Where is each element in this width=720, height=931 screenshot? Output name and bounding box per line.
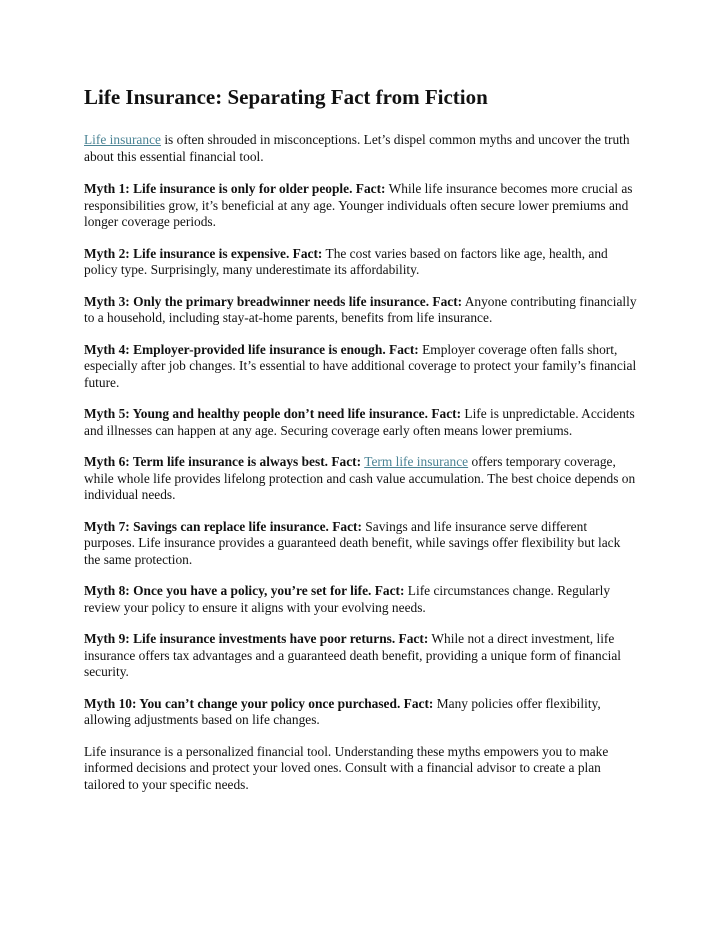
myth-heading: Myth 9: Life insurance investments have poor returns. Fact: xyxy=(84,631,429,646)
myth-text: Employer coverage often falls short, especially after job changes. It’s essential to have additional coverage to protect your family’s financial future. xyxy=(84,341,637,390)
intro-text: is often shrouded in misconceptions. Let’s dispel common myths and uncover the truth about this essential financial tool. xyxy=(84,132,630,164)
myth-paragraph xyxy=(84,454,638,504)
myth-text: Many policies offer flexibility, allowing adjustments based on life changes. xyxy=(84,695,601,727)
myth-paragraph xyxy=(84,583,638,616)
myth-paragraph xyxy=(84,342,638,392)
myth-heading: Myth 5: Young and healthy people don’t need life insurance. Fact: xyxy=(84,406,462,421)
myth-text: While not a direct investment, life insurance offers tax advantages and a guaranteed death benefit, providing a unique form of financial security. xyxy=(84,631,622,679)
myth-heading: Myth 7: Savings can replace life insurance. Fact: xyxy=(84,518,362,534)
myth-paragraph xyxy=(84,246,638,279)
myth-text: Savings and life insurance serve different purposes. Life insurance provides a guaranteed death benefit, while savings offer flexibility but lack the same protection. xyxy=(84,518,621,567)
myth-text: offers temporary coverage, while whole life provides lifelong protection and cash value accumulation. The best choice depends on individual needs. xyxy=(84,454,636,502)
myth-heading: Myth 10: You can’t change your policy once purchased. Fact: xyxy=(84,695,434,711)
myth-text: Anyone contributing financially to a household, including stay-at-home parents, benefits from life insurance. xyxy=(84,293,637,325)
myth-paragraph xyxy=(84,181,638,231)
intro-paragraph xyxy=(84,132,638,165)
myth-text: Life is unpredictable. Accidents and illnesses can happen at any age. Securing coverage early often means lower premiums. xyxy=(84,406,635,438)
myth-paragraph xyxy=(84,294,638,327)
page-title: Life Insurance: Separating Fact from Fiction xyxy=(84,85,488,109)
myth-text: Life circumstances change. Regularly review your policy to ensure it aligns with your evolving needs. xyxy=(84,583,611,615)
myth-text: The cost varies based on factors like age, health, and policy type. Surprisingly, many underestimate its affordability. xyxy=(84,245,608,277)
myth-heading: Myth 1: Life insurance is only for older people. Fact: xyxy=(84,181,386,196)
myth-paragraph xyxy=(84,406,638,439)
myth-heading: Myth 8: Once you have a policy, you’re set for life. Fact: xyxy=(84,583,405,598)
myth-paragraph xyxy=(84,696,638,729)
myth-heading: Myth 6: Term life insurance is always best. Fact: xyxy=(84,454,362,469)
life-insurance-link[interactable]: Life insurance xyxy=(84,132,161,147)
myth-heading: Myth 4: Employer-provided life insurance is enough. Fact: xyxy=(84,341,419,357)
conclusion-paragraph: Life insurance is a personalized financial tool. Understanding these myths empowers you to make informed decisions and protect your loved ones. Consult with a financial advisor to create a plan tailored to your specific needs. xyxy=(84,743,609,792)
myth-paragraph xyxy=(84,631,638,681)
term-life-insurance-link[interactable]: Term life insurance xyxy=(364,454,469,469)
myth-text: While life insurance becomes more crucial as responsibilities grow, it’s beneficial at any age. Younger individuals often secure lower premiums and longer coverage periods. xyxy=(84,181,633,229)
myth-paragraph xyxy=(84,519,638,569)
myth-heading: Myth 2: Life insurance is expensive. Fact: xyxy=(84,245,323,261)
myth-heading: Myth 3: Only the primary breadwinner needs life insurance. Fact: xyxy=(84,293,463,309)
